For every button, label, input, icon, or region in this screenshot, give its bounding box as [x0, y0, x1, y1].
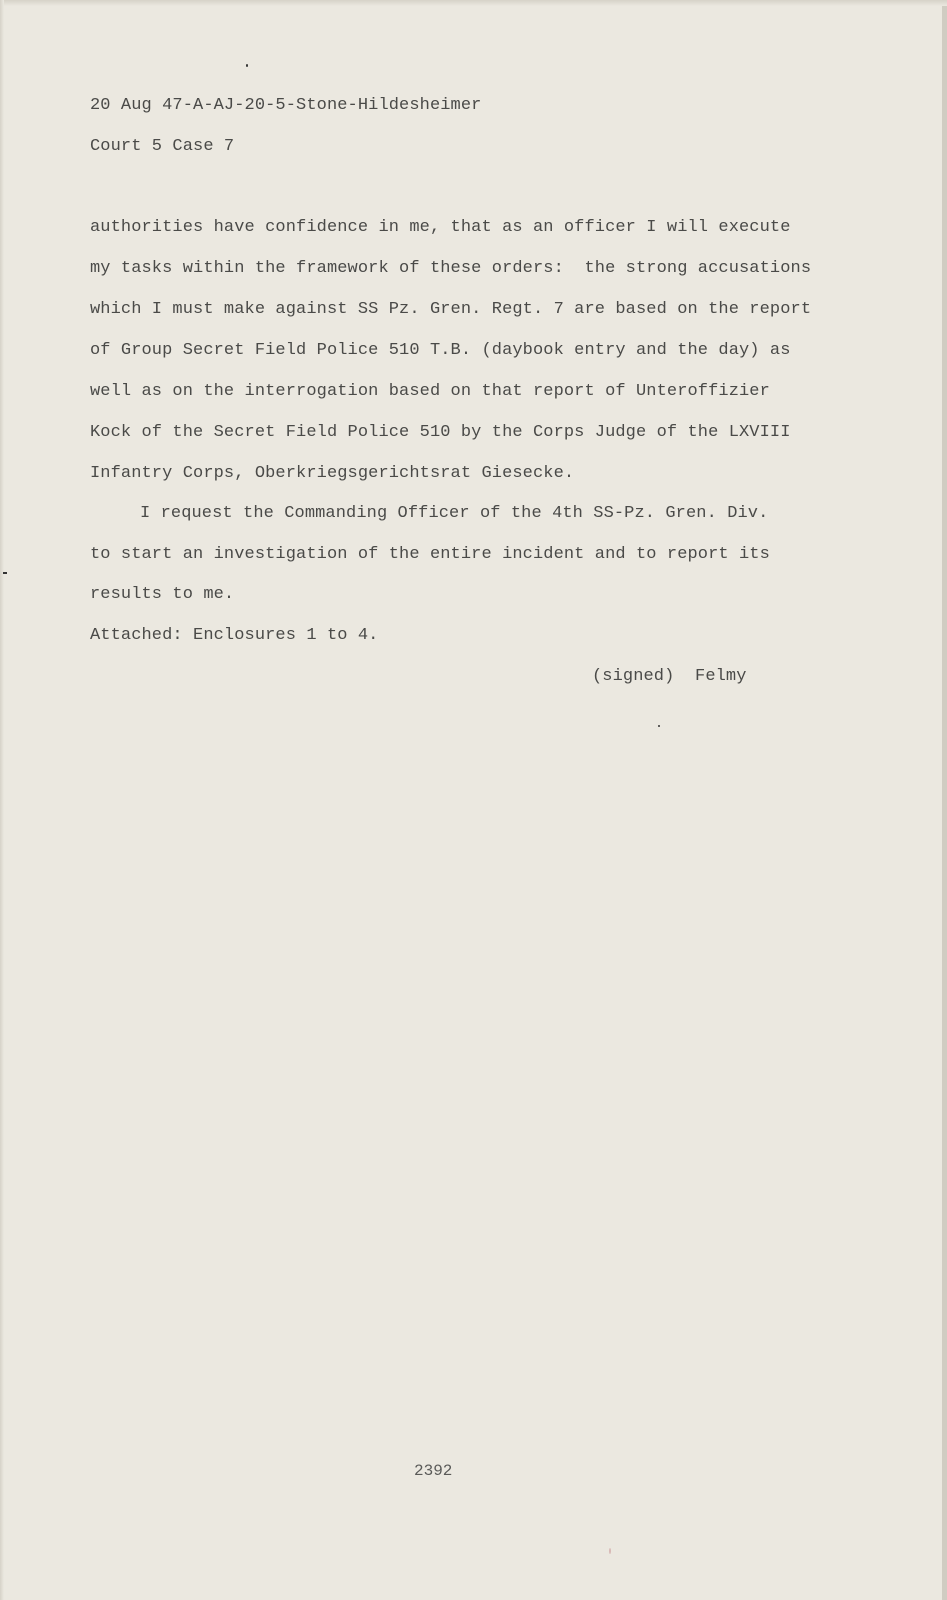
body-line: I request the Commanding Officer of the 4th SS-Pz. Gren. Div.	[140, 504, 769, 523]
attachment-line: Attached: Enclosures 1 to 4.	[90, 626, 379, 645]
body-line: well as on the interrogation based on that report of Unteroffizier	[90, 382, 770, 401]
signature-line: (signed) Felmy	[592, 667, 747, 686]
file-reference-line: 20 Aug 47-A-AJ-20-5-Stone-Hildesheimer	[90, 96, 482, 115]
body-line: of Group Secret Field Police 510 T.B. (daybook entry and the day) as	[90, 341, 791, 360]
body-line: my tasks within the framework of these orders: the strong accusations	[90, 259, 812, 278]
body-line: Infantry Corps, Oberkriegsgerichtsrat Giesecke.	[90, 464, 575, 483]
ink-speck	[609, 1548, 611, 1554]
page-number: 2392	[414, 1462, 453, 1480]
body-line: results to me.	[90, 585, 235, 604]
ink-speck	[658, 725, 660, 727]
page-edge-top	[0, 0, 947, 6]
court-case-line: Court 5 Case 7	[90, 137, 235, 156]
ink-speck	[3, 572, 7, 574]
ink-speck	[246, 64, 248, 67]
body-line: to start an investigation of the entire incident and to report its	[90, 545, 770, 564]
page-edge-left	[0, 0, 4, 1600]
body-line: which I must make against SS Pz. Gren. Regt. 7 are based on the report	[90, 300, 812, 319]
body-line: Kock of the Secret Field Police 510 by the Corps Judge of the LXVIII	[90, 423, 791, 442]
body-line: authorities have confidence in me, that as an officer I will execute	[90, 218, 791, 237]
